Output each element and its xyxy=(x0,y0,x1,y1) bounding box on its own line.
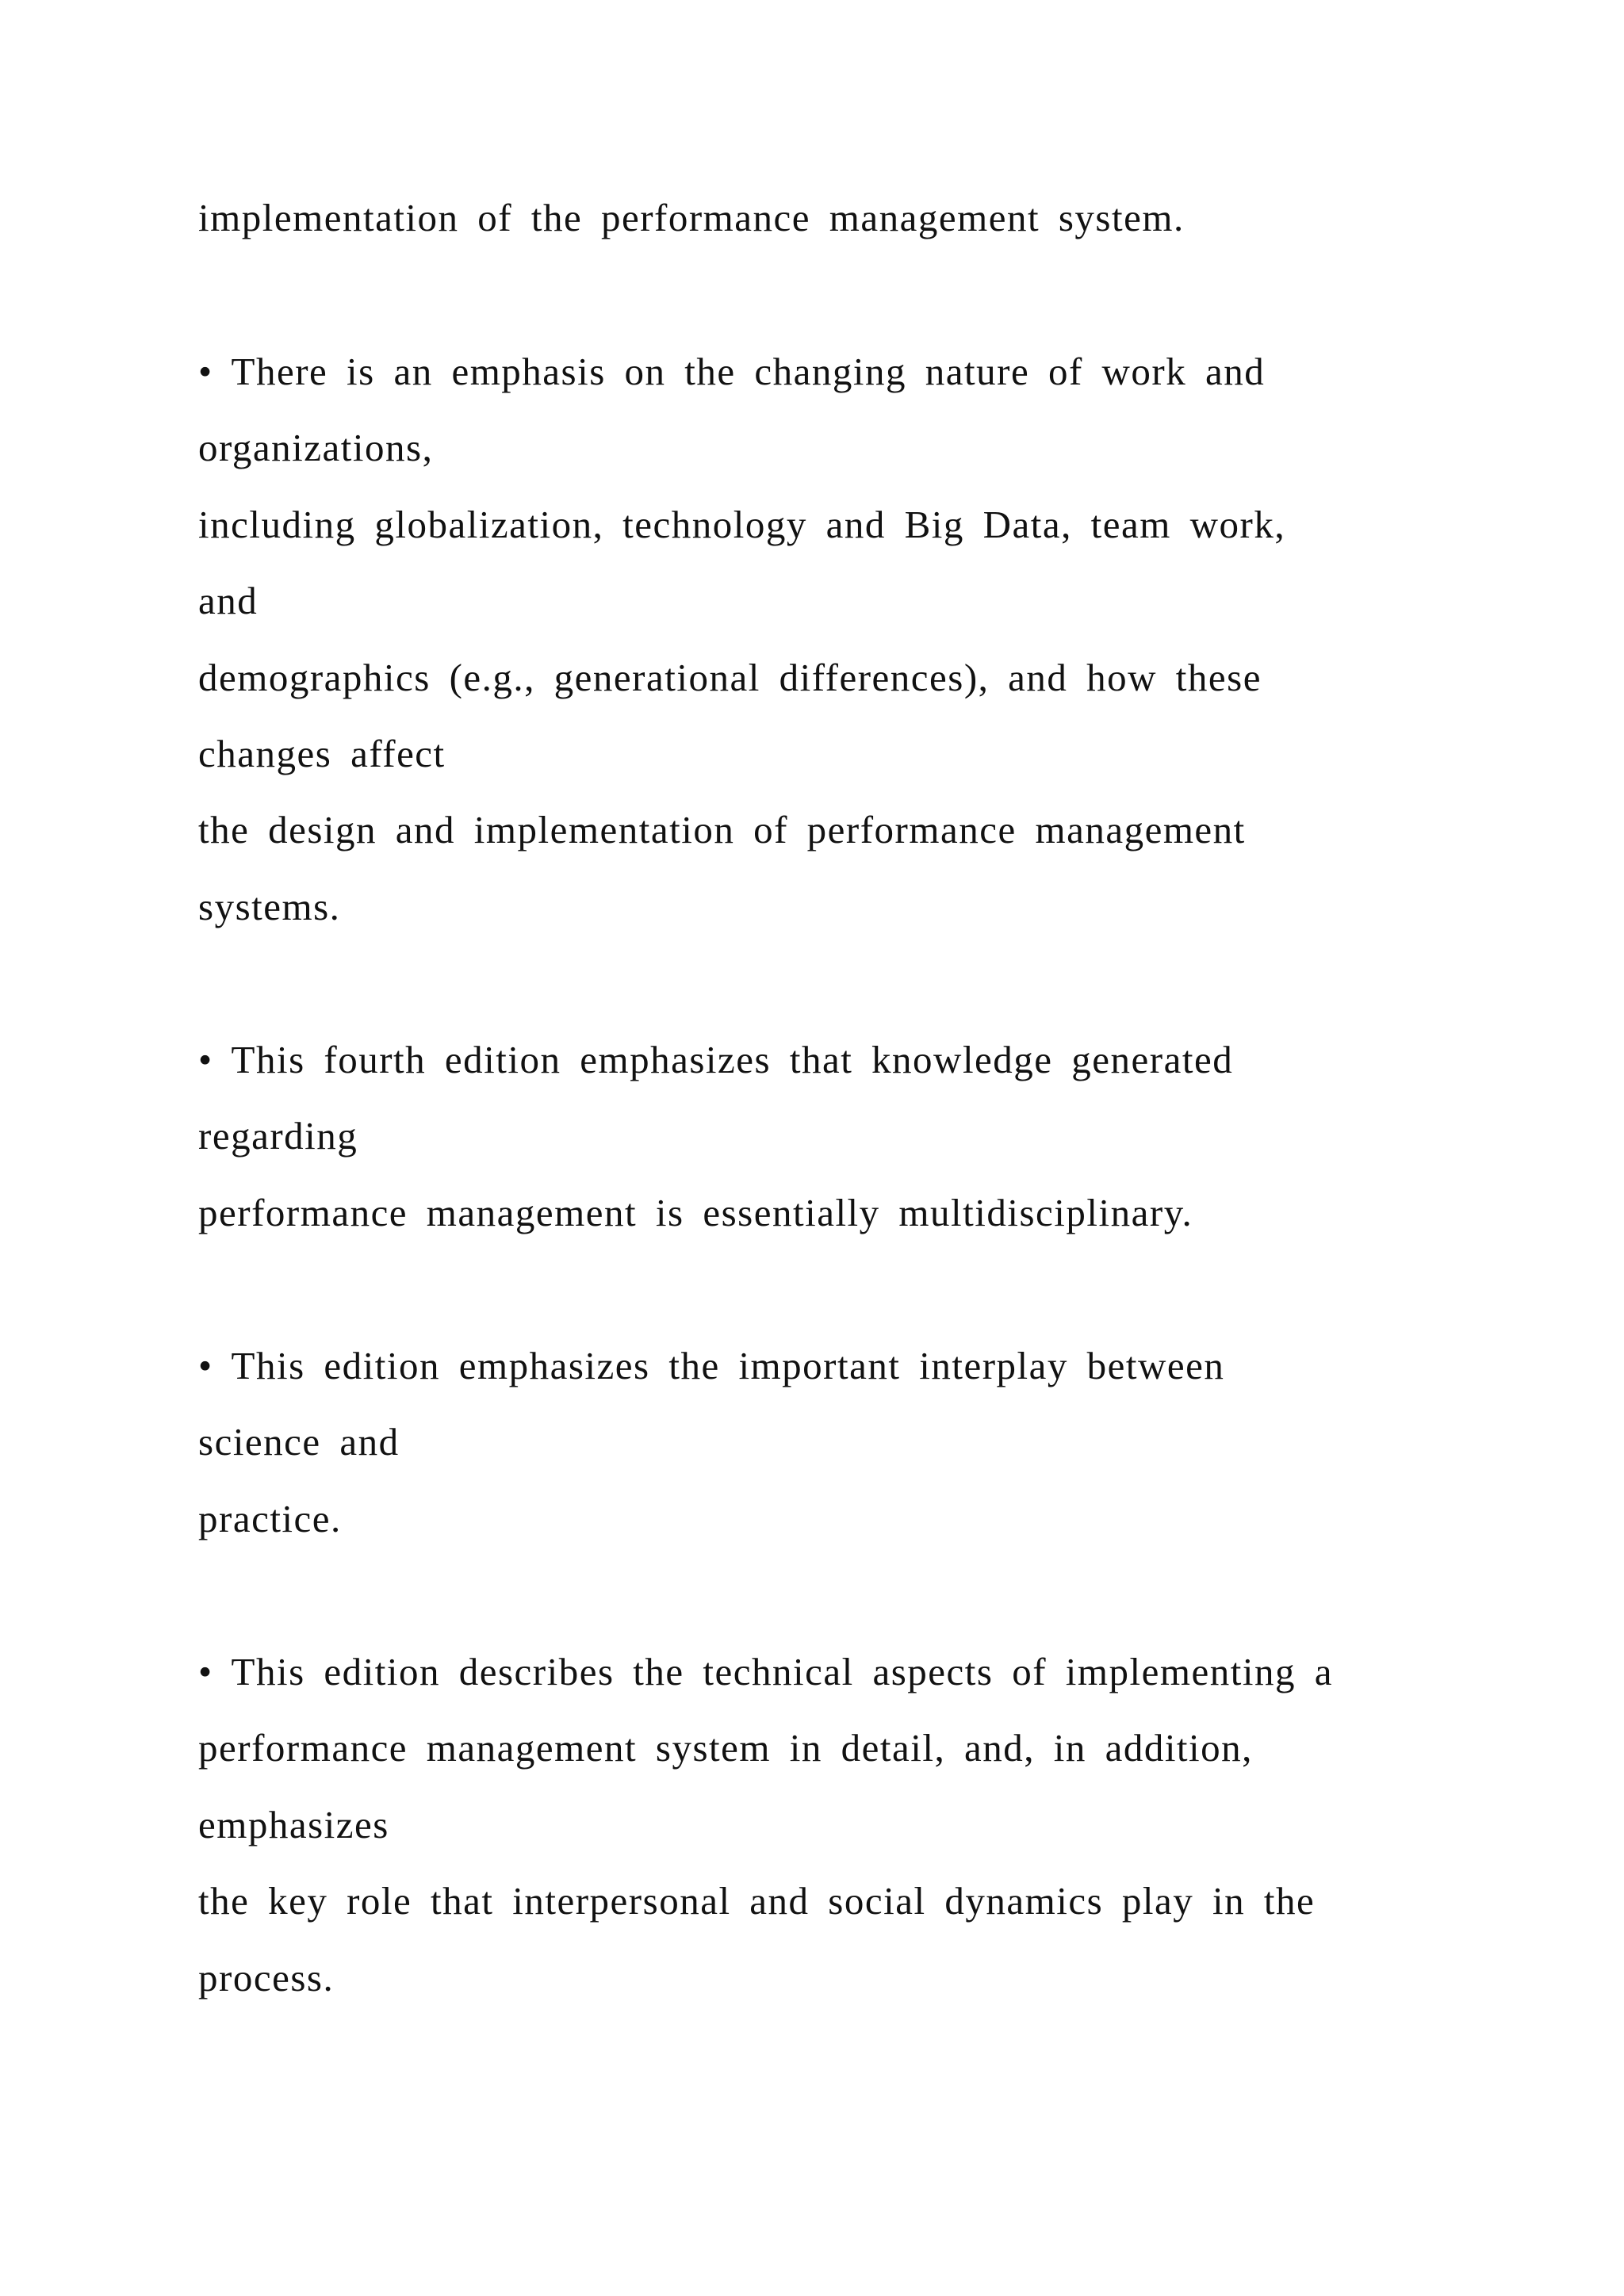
text-line: the design and implementation of performance management xyxy=(198,808,1246,851)
text-line: emphasizes xyxy=(198,1803,389,1846)
text-line: practice. xyxy=(198,1497,342,1540)
text-line: • This fourth edition emphasizes that knowledge generated xyxy=(198,1038,1234,1081)
text-line: process. xyxy=(198,1956,335,1999)
text-line: • This edition emphasizes the important interplay between xyxy=(198,1344,1225,1387)
text-line: performance management system in detail, and, in addition, xyxy=(198,1726,1253,1770)
text-line: demographics (e.g., generational differences), and how these xyxy=(198,656,1262,699)
text-line: the key role that interpersonal and social dynamics play in the xyxy=(198,1879,1316,1923)
text-line: • This edition describes the technical aspects of implementing a xyxy=(198,1650,1333,1693)
text-line: systems. xyxy=(198,885,341,928)
text-line: implementation of the performance management system. xyxy=(198,196,1185,239)
text-line: and xyxy=(198,579,259,622)
text-line: science and xyxy=(198,1420,400,1464)
text-line: including globalization, technology and Big Data, team work, xyxy=(198,503,1286,546)
text-line: • There is an emphasis on the changing nature of work and xyxy=(198,350,1266,393)
text-line: regarding xyxy=(198,1114,358,1158)
text-line: performance management is essentially multidisciplinary. xyxy=(198,1191,1193,1234)
text-line: organizations, xyxy=(198,426,434,469)
text-line: changes affect xyxy=(198,732,446,775)
